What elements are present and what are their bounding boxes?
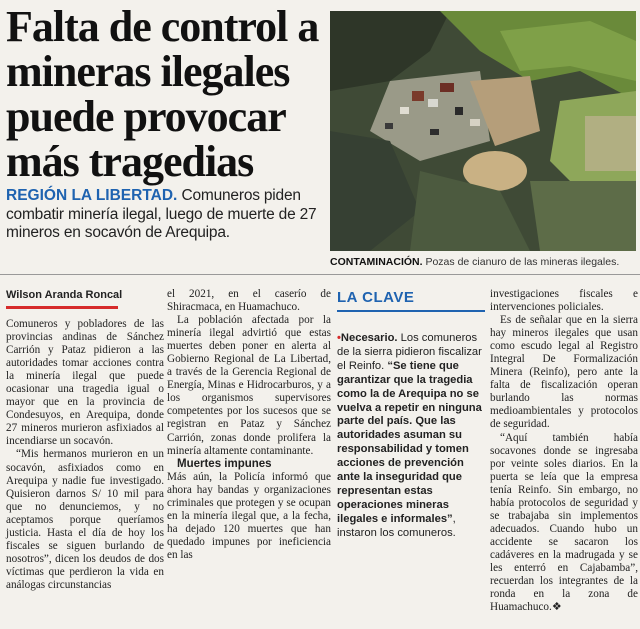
clave-tail: , instaron los comuneros.: [337, 512, 456, 539]
paragraph: el 2021, en el caserío de Shiracmaca, en Huamachuco.: [167, 288, 331, 314]
red-bullet-icon: •: [337, 332, 341, 344]
section-divider: [0, 274, 640, 275]
column-1: [6, 318, 164, 592]
deck-text: Comuneros piden combatir minería ilegal, luego de muerte de 27 mineros en socavón de Arequipa.: [6, 187, 317, 241]
clave-intro: Los comuneros de la sierra pidieron fiscalizar el Reinfo.: [337, 332, 482, 372]
paragraph: Más aún, la Policía informó que ahora hay bandas y organizaciones criminales que protegen y se ocupan en la minería ilegal que, a la fecha, ha dejado 120 muertes que han quedado impunes por ineficiencia en las: [167, 470, 331, 561]
paragraph: “Mis hermanos murieron en un socavón, asfixiados como en Arequipa y nadie fue investigado. Quisieron darnos S/ 10 mil para que no denunciemos, y no aceptamos porque queríamos justicia. Hasta el día de hoy los fiscales se siguen burlando de nosotros”, dicen los deudos de dos víctimas que perdieron la vida en análogas circunstancias: [6, 448, 164, 591]
paragraph: “Aquí también había socavones donde se ingresaba por veinte soles diarios. En la puerta se leía que la empresa tenía Reinfo. Sin embargo, no había protocolos de seguridad y se trabajaba sin implementos adecuados. Cuando hubo un accidente se sacaron los cadáveres en la madrugada y se les enterró en Cajabamba”, recuerdan los integrantes de la ronda en la zona de Huamachuco.❖: [490, 431, 638, 614]
clave-lead: Necesario.: [340, 332, 398, 344]
column-4: [490, 288, 638, 614]
deck-region: REGIÓN LA LIBERTAD.: [6, 187, 178, 204]
byline-underline: [6, 306, 118, 309]
deck: [6, 187, 324, 243]
paragraph: Es de señalar que en la sierra hay mineros ilegales que usan como escudo legal al Registro Integral De Formalización Minera (Reinfo), pero ante la falta de fiscalización operan burlando las normas medioambientales y protocolos de seguridad.: [490, 314, 638, 431]
caption-text: Pozas de cianuro de las mineras ilegales.: [422, 256, 620, 268]
subhead: Muertes impunes: [177, 457, 272, 470]
photo-caption: [330, 256, 638, 268]
la-clave-box: [337, 289, 485, 312]
paragraph: Comuneros y pobladores de las provincias andinas de Sánchez Carrión y Pataz pidieron a las autoridades tomar acciones contra la minería ilegal que puede ocasionar una tragedia igual o mayor que en la provincia de Condesuyos, en Arequipa, donde 27 mineros murieron asfixiados al incendiarse un socavón.: [6, 318, 164, 448]
la-clave-rule: [337, 310, 485, 312]
byline: Wilson Aranda Roncal: [6, 289, 123, 301]
headline: Falta de control a mineras ilegales puede provocar más tragedias: [6, 2, 319, 186]
mining-aerial-image: [330, 11, 636, 251]
mining-photo: [330, 11, 636, 251]
paragraph: investigaciones fiscales e intervenciones policiales.: [490, 288, 638, 314]
la-clave-text: [337, 332, 487, 541]
la-clave-title: LA CLAVE: [337, 289, 415, 306]
caption-label: CONTAMINACIÓN.: [330, 256, 423, 268]
paragraph: La población afectada por la minería ilegal advirtió que estas muertes deben poner en alerta al Gobierno Regional de La Libertad, a través de la Gerencia Regional de Energía, Minas e Hidrocarburos, y a los organismos supervisores competentes por los sucesos que se registran en Pataz y Sánchez Carrión, zonas donde prolifera la minería altamente contaminante.: [167, 314, 331, 457]
clave-quote: “Se tiene que garantizar que la tragedia como la de Arequipa no se vuelva a repetir en ninguna parte del país. Que las autoridades asuman su responsabilidad y tomen acciones de prevención ante la inseguridad que representan estas operaciones mineras ilegales e informales”: [337, 359, 482, 525]
column-2: [167, 288, 331, 562]
